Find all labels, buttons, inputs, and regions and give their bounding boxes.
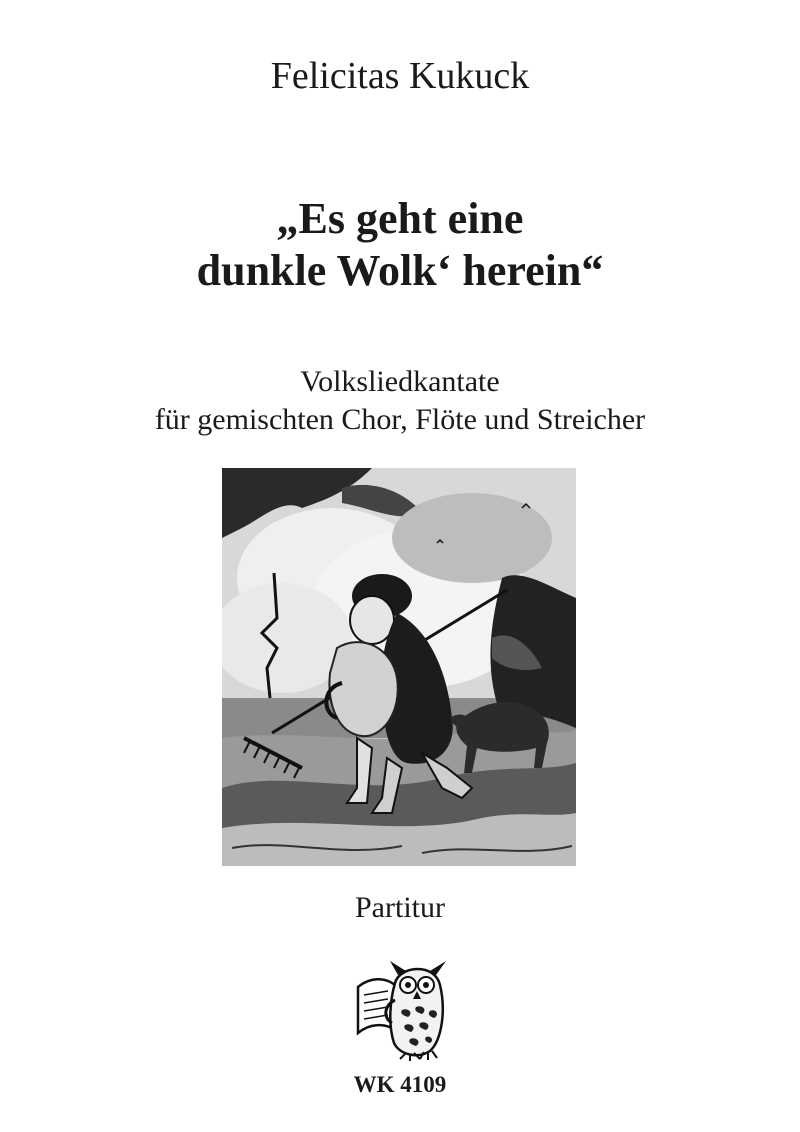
score-type-label: Partitur — [355, 891, 445, 924]
subtitle-line-1: Volksliedkantate — [300, 365, 500, 398]
work-title — [0, 193, 800, 297]
composer-name: Felicitas Kukuck — [270, 55, 530, 97]
catalog-number: WK 4109 — [353, 1072, 447, 1097]
title-line-1: „Es geht eine — [276, 194, 524, 243]
subtitle-line-2: für gemischten Chor, Flöte und Streicher — [154, 403, 646, 436]
owl-logo-icon — [350, 955, 450, 1061]
cover-illustration — [222, 468, 576, 866]
title-line-2: dunkle Wolk‘ herein“ — [196, 246, 604, 295]
work-subtitle — [0, 363, 800, 439]
